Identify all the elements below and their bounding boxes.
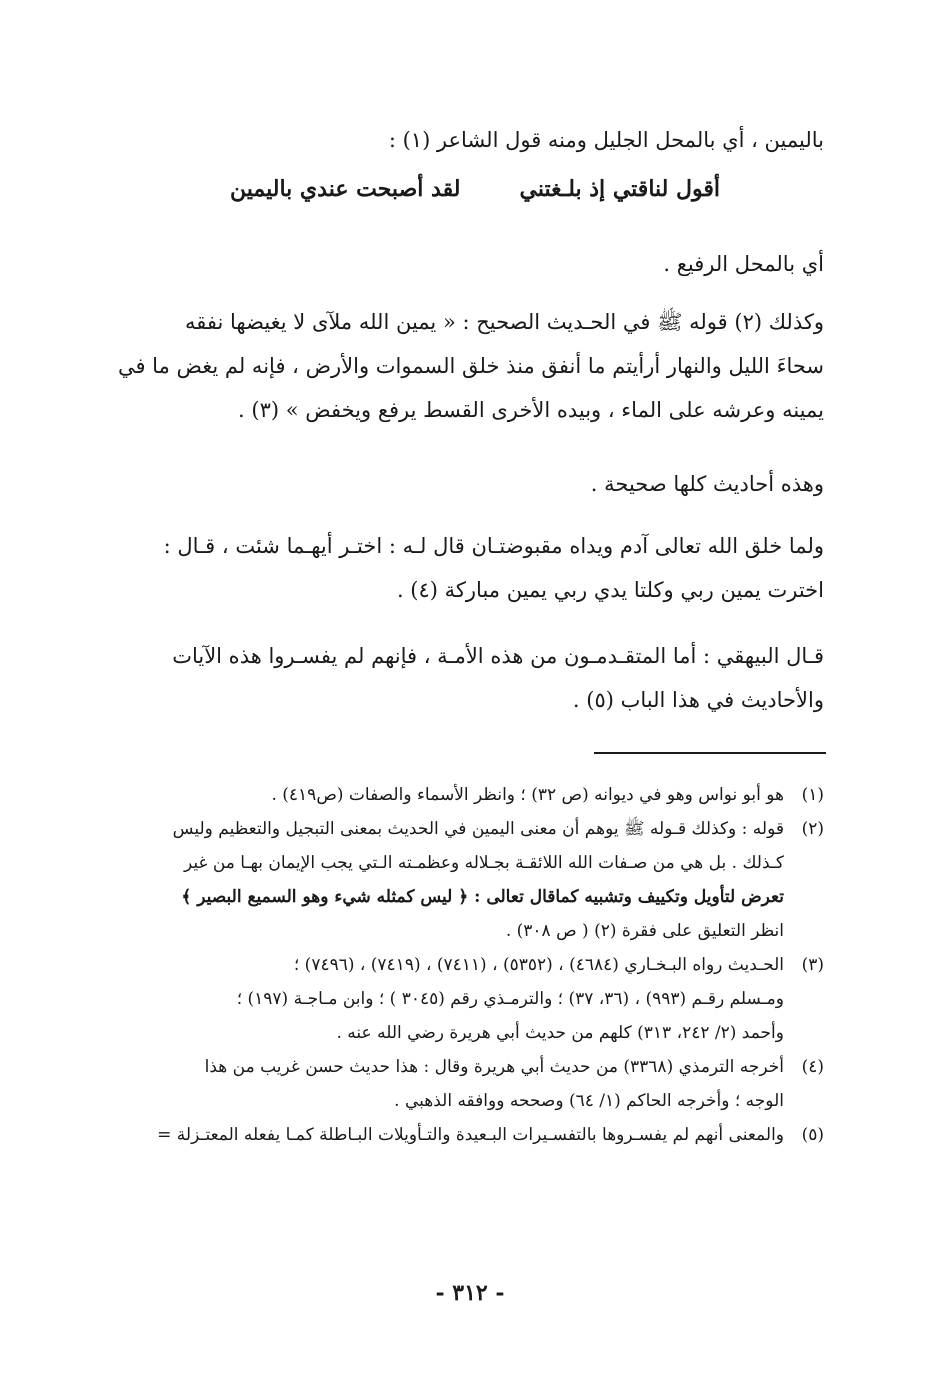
paragraph-5-line: والأحاديث في هذا الباب (٥) . — [572, 688, 824, 712]
footnotes — [112, 778, 824, 1152]
paragraph-2-line: وكذلك (٢) قوله ﷺ في الحـديث الصحيح : « يمين الله ملآى لا يغيضها نفقه — [185, 310, 824, 334]
poem-verse — [200, 176, 720, 220]
footnote-line: والمعنى أنهم لم يفسـروها بالتفسـيرات البـعيدة والتـأويلات البـاطلة كمـا يفعله المعتـزلة = — [157, 1125, 784, 1145]
paragraph-2-line: يمينه وعرشه على الماء ، وبيده الأخرى القسط يرفع ويخفض » (٣) . — [238, 398, 824, 422]
paragraph-5 — [112, 634, 824, 722]
footnote-line: كـذلك . بل هي من صـفات الله اللائقـة بجـلاله وعظمـته الـتي يجب الإيمان بهـا من غير — [184, 853, 784, 873]
paragraph-1 — [112, 242, 824, 286]
footnote-number: (١) — [801, 785, 824, 805]
footnote-line: وأحمد (٢/ ٢٤٢، ٣١٣) كلهم من حديث أبي هريرة رضي الله عنه . — [336, 1023, 784, 1043]
footnote-divider — [594, 752, 826, 754]
footnote-number: (٥) — [801, 1125, 824, 1145]
footnote-number: (٣) — [801, 955, 824, 975]
paragraph-4 — [112, 524, 824, 612]
main-text — [112, 118, 824, 162]
verse-hemistich-1: أقول لناقتي إذ بلـغتني — [519, 176, 720, 202]
footnote-3 — [112, 948, 824, 1050]
paragraph-3 — [112, 462, 824, 506]
footnote-line: ومـسلم رقـم (٩٩٣) ، (٣٦، ٣٧) ؛ والترمـذي رقم (٣٠٤٥ ) ؛ وابن مـاجـة (١٩٧) ؛ — [236, 989, 784, 1009]
footnote-line: الحـديث رواه البـخـاري (٤٦٨٤) ، (٥٣٥٢) ، (٧٤١١) ، (٧٤١٩) ، (٧٤٩٦) ؛ — [293, 955, 784, 975]
footnote-line: هو أبو نواس وهو في ديوانه (ص ٣٢) ؛ وانظر الأسماء والصفات (ص٤١٩) . — [271, 785, 784, 805]
paragraph-1-text: أي بالمحل الرفيع . — [663, 252, 824, 276]
intro-line: باليمين ، أي بالمحل الجليل ومنه قول الشاعر (١) : — [388, 128, 824, 152]
footnote-line: الوجه ؛ وأخرجه الحاكم (١/ ٦٤) وصححه ووافقه الذهبي . — [394, 1091, 784, 1111]
footnote-line: انظر التعليق على فقرة (٢) ( ص ٣٠٨) . — [505, 921, 784, 941]
paragraph-2 — [112, 300, 824, 432]
footnote-number: (٤) — [801, 1057, 824, 1077]
footnote-line: أخرجه الترمذي (٣٣٦٨) من حديث أبي هريرة وقال : هذا حديث حسن غريب من هذا — [204, 1057, 784, 1077]
footnote-4 — [112, 1050, 824, 1118]
footnote-5 — [112, 1118, 824, 1152]
footnote-2 — [112, 812, 824, 948]
footnote-line: قوله : وكذلك قـوله ﷺ يوهم أن معنى اليمين في الحديث بمعنى التبجيل والتعظيم وليس — [172, 819, 784, 839]
footnote-1 — [112, 778, 824, 812]
footnote-number: (٢) — [801, 819, 824, 839]
paragraph-4-line: اخترت يمين ربي وكلتا يدي ربي يمين مباركة (٤) . — [396, 578, 824, 602]
paragraph-4-line: ولما خلق الله تعالى آدم ويداه مقبوضتـان قال لـه : اختـر أيهـما شئت ، قـال : — [163, 534, 824, 558]
page-number: - ٣١٢ - — [435, 1280, 505, 1306]
verse-hemistich-2: لقد أصبحت عندي باليمين — [230, 176, 461, 202]
paragraph-2-line: سحاءَ الليل والنهار أرأيتم ما أنفق منذ خلق السموات والأرض ، فإنه لم يغض ما في — [117, 354, 824, 378]
paragraph-3-text: وهذه أحاديث كلها صحيحة . — [590, 472, 824, 496]
paragraph-5-line: قـال البيهقي : أما المتقـدمـون من هذه الأمـة ، فإنهم لم يفسـروا هذه الآيات — [172, 644, 824, 668]
footnote-line-quran: تعرض لتأويل وتكييف وتشبيه كماقال تعالى : ﴿ ليس كمثله شيء وهو السميع البصير ﴾ — [181, 887, 784, 907]
